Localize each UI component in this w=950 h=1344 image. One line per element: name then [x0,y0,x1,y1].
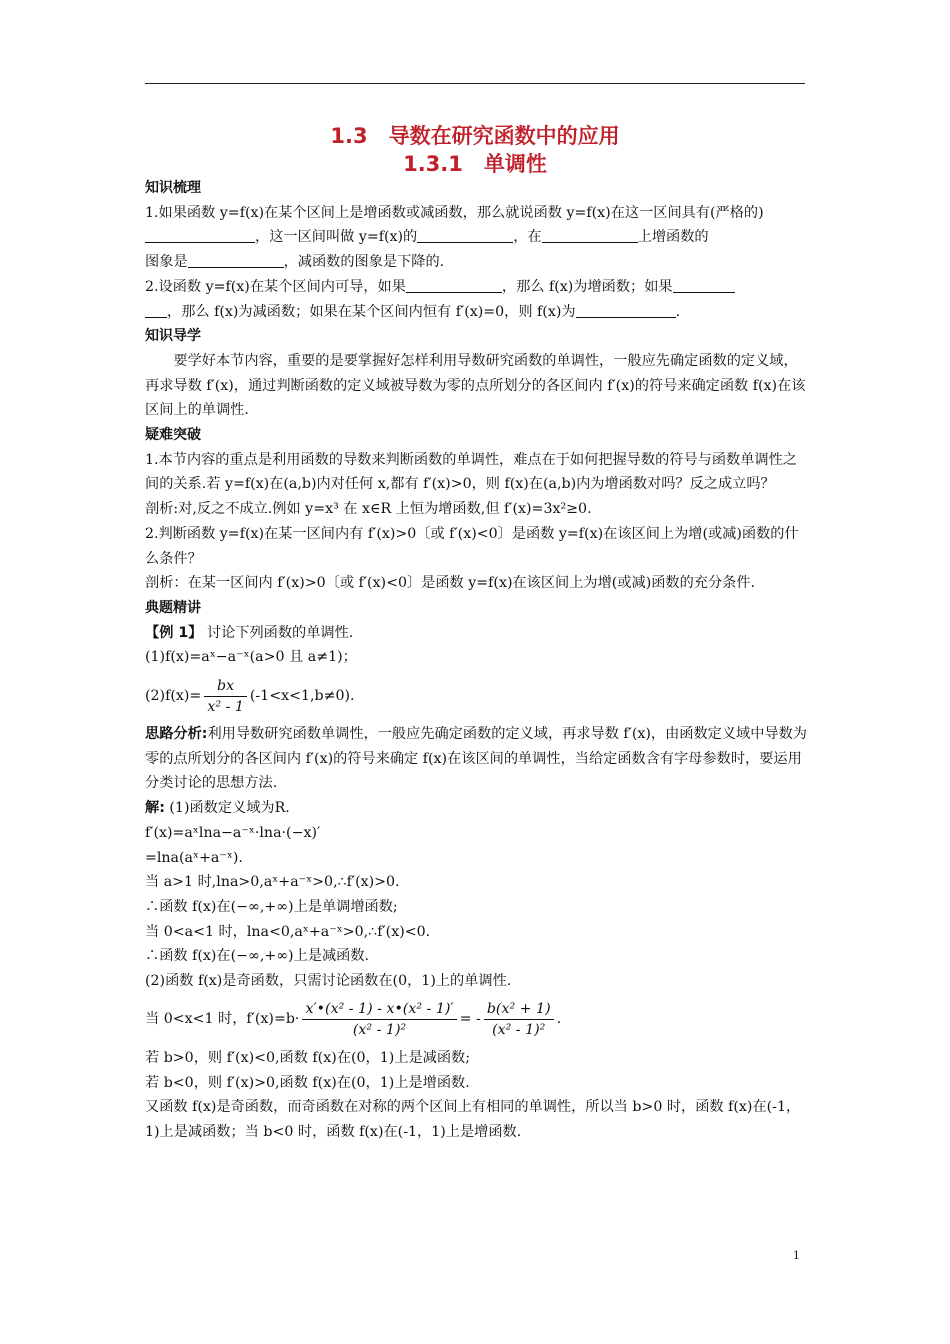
example-label: 【例 1】 [145,624,203,641]
example-text: 讨论下列函数的单调性. [206,624,354,641]
fill-blank [576,302,676,318]
example-text: (-1<x<1,b≠0). [249,688,355,705]
review-item-1 [145,201,807,275]
heading-difficulties: 疑难突破 [145,427,201,444]
heading-knowledge-guide: 知识导学 [145,328,201,345]
fill-blank [145,302,167,318]
solution-line: (2)函数 f(x)是奇函数，只需讨论函数在(0，1)上的单调性. [145,973,512,990]
review-text: ，那么 f(x)为减函数；如果在某个区间内恒有 f′(x)=0，则 f(x)为 [167,303,576,320]
heading-examples: 典题精讲 [145,599,201,616]
solution-start [145,796,807,821]
fraction-numerator: bx [204,676,247,697]
equation-text: = - [459,1011,481,1028]
example-text: (2)f(x)= [145,688,202,705]
review-text: (严格的) [710,204,764,221]
question-2: 2.判断函数 y=f(x)在某一区间内有 f′(x)>0〔或 f′(x)<0〕是函数 y=f(x)在该区间上为增(或减)函数的什么条件？ [145,525,799,567]
fraction [484,999,554,1040]
solution-line: 当 0<a<1 时，lna<0,aˣ+a⁻ˣ>0,∴f′(x)<0. [145,923,431,940]
review-text: 上增函数的 [637,229,709,246]
analysis-2: 剖析：在某一区间内 f′(x)>0〔或 f′(x)<0〕是函数 y=f(x)在该区间上为增(或减)函数的充分条件. [145,575,756,592]
solution-line: =lna(aˣ+a⁻ˣ). [145,849,243,866]
solution-line: f′(x)=aˣlna−a⁻ˣ·lna·(−x)′ [145,824,321,841]
fraction-denominator: (x² - 1)² [492,1022,546,1039]
guide-paragraph: 要学好本节内容，重要的是要掌握好怎样利用导数研究函数的单调性，一般应先确定函数的定义域，再求导数 f′(x)，通过判断函数的定义域被导数为零的点所划分的各区间内 f′(x)的符号来确定函数 f(x)在该区间上的单调性. [145,352,806,419]
fill-blank [417,227,513,243]
page-number: 1 [793,1247,800,1262]
solution-approach [145,722,807,796]
fill-blank [542,227,638,243]
title-block [0,122,950,178]
example-1-statement [145,621,807,646]
fill-blank [406,277,502,293]
review-text: ，减函数的图象是下降的. [283,254,445,271]
approach-text: 利用导数研究函数单调性，一般应先确定函数的定义域，再求导数 f′(x)，由函数定义域中导数为零的点所划分的各区间内 f′(x)的符号来确定 f(x)在该区间的单调性，当给定函数含有字母参数时，要运用分类讨论的思想方法. [145,726,807,792]
solution-line: (1)函数定义域为R. [169,800,290,817]
fraction [204,676,247,717]
review-text: ，在 [513,229,542,246]
review-text: 1.如果函数 y=f(x)在某个区间上是增函数或减函数，那么就说函数 y=f(x)在这一区间具有 [145,204,711,221]
fraction-numerator: x′•(x² - 1) - x•(x² - 1)′ [302,999,456,1020]
fill-blank [673,277,735,293]
document-body [145,176,807,1145]
fraction-denominator: x² - 1 [207,698,244,715]
solution-line: ∴函数 f(x)在(−∞,+∞)上是单调增函数; [145,898,398,915]
fill-blank [188,252,284,268]
review-text: 2.设函数 y=f(x)在某个区间内可导，如果 [145,278,406,295]
review-text: 图象是 [145,254,188,271]
review-text: ，那么 f(x)为增函数；如果 [501,278,673,295]
fill-blank [145,227,255,243]
derivative-equation [145,994,807,1046]
fraction-numerator: b(x² + 1) [484,999,554,1020]
chapter-title: 1.3 导数在研究函数中的应用 [330,124,620,148]
solution-label: 解: [145,800,165,817]
equation-text: 当 0<x<1 时，f′(x)=b· [145,1011,300,1028]
solution-line: 若 b>0，则 f′(x)<0,函数 f(x)在(0，1)上是减函数; [145,1049,470,1066]
solution-line: 若 b<0，则 f′(x)>0,函数 f(x)在(0，1)上是增函数. [145,1074,470,1091]
header-rule [145,83,805,84]
question-1: 1.本节内容的重点是利用函数的导数来判断函数的单调性，难点在于如何把握导数的符号与函数单调性之间的关系.若 y=f(x)在(a,b)内对任何 x,都有 f′(x)>0，则 f(x)在(a,b)内为增函数对吗？反之成立吗？ [145,451,797,493]
equation-text: . [556,1011,562,1028]
approach-label: 思路分析: [145,726,208,743]
heading-knowledge-review: 知识梳理 [145,180,201,196]
solution-line: 当 a>1 时,lna>0,aˣ+a⁻ˣ>0,∴f′(x)>0. [145,874,400,891]
analysis-1: 剖析:对,反之不成立.例如 y=x³ 在 x∈R 上恒为增函数,但 f′(x)=3x²≥0. [145,501,592,518]
example-part-1: (1)f(x)=aˣ−a⁻ˣ(a>0 且 a≠1)； [145,649,357,666]
review-text: . [675,303,681,320]
solution-line: ∴函数 f(x)在(−∞,+∞)上是减函数. [145,948,370,965]
solution-line: 又函数 f(x)是奇函数，而奇函数在对称的两个区间上有相同的单调性，所以当 b>0 时，函数 f(x)在(-1，1)上是减函数；当 b<0 时，函数 f(x)在(-1，1)上是增函数. [145,1099,801,1140]
fraction [302,999,456,1040]
fraction-denominator: (x² - 1)² [352,1022,407,1039]
review-item-2 [145,275,807,324]
example-part-2 [145,670,807,722]
section-title: 1.3.1 单调性 [403,152,547,176]
review-text: ，这一区间叫做 y=f(x)的 [255,229,418,246]
